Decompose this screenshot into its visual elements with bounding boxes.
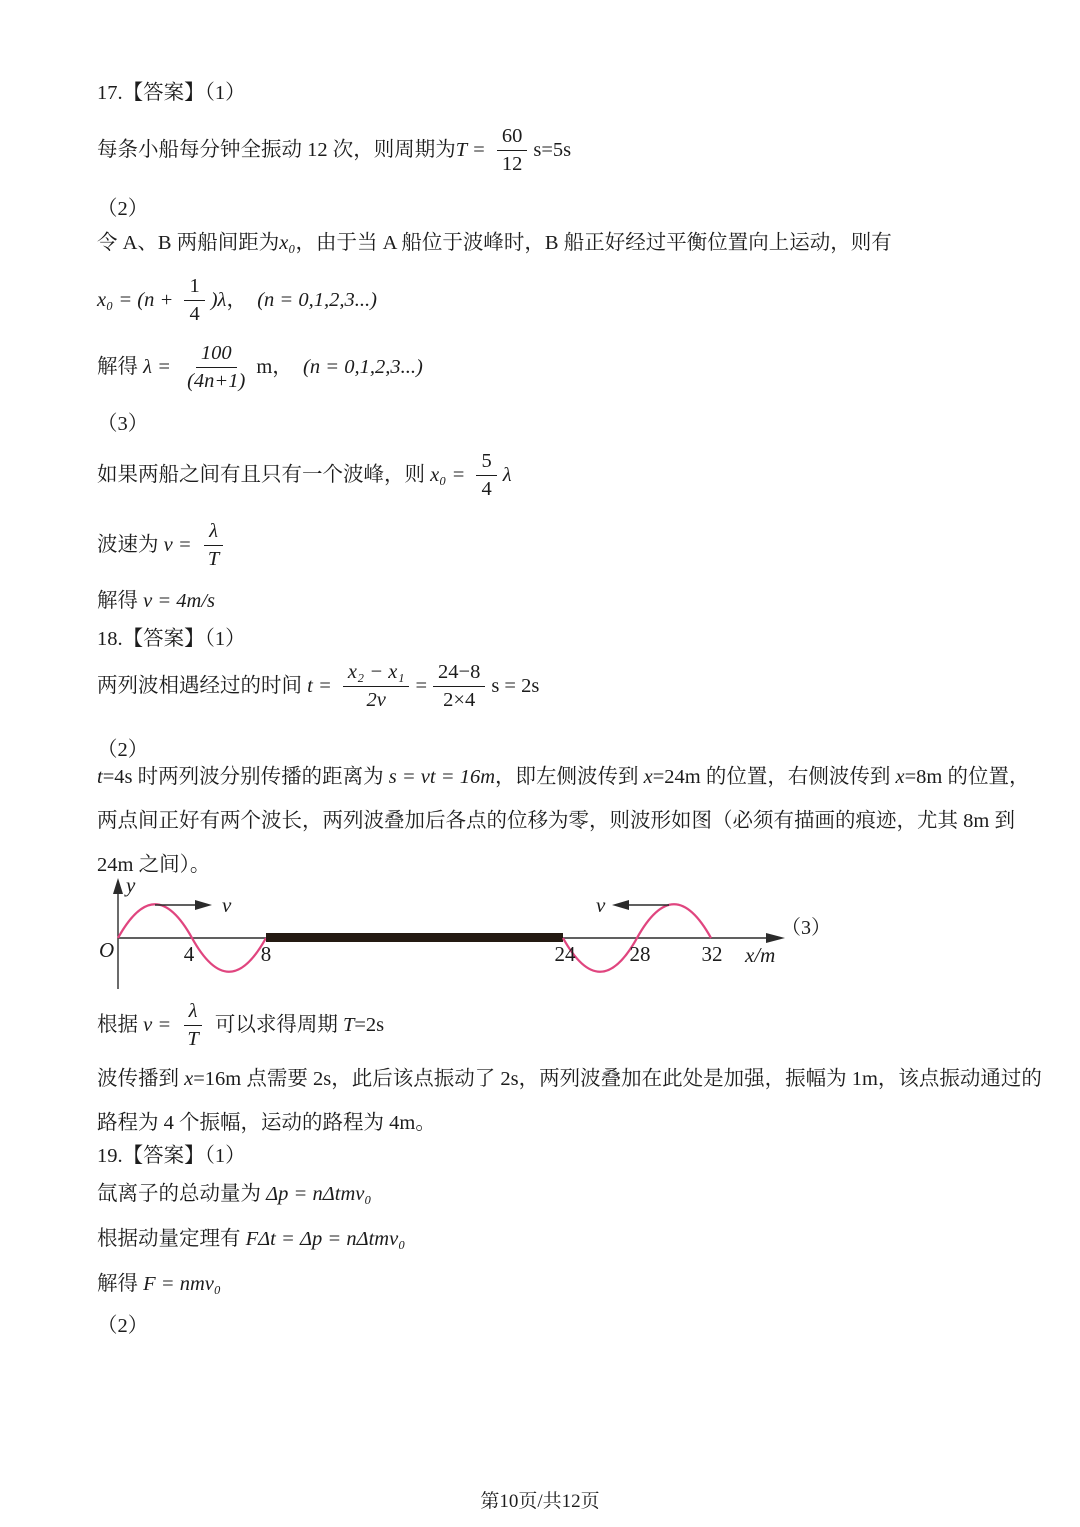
- q19-header: [97, 1143, 246, 1170]
- q18-paragraph-line2: [97, 808, 1015, 835]
- tick-label-8: 8: [260, 942, 272, 966]
- tick-label-32: 32: [701, 942, 723, 966]
- left-velocity-arrowhead-icon: [195, 900, 212, 910]
- math-run: m: [256, 356, 273, 378]
- origin-label: O: [99, 938, 115, 962]
- q18-header-text: 18.【答案】（1）: [97, 628, 246, 650]
- math-run: )λ: [210, 289, 227, 311]
- fraction-numerator: 100: [196, 341, 237, 368]
- part-label-text: （2）: [97, 198, 149, 220]
- q19-formula-impulse: [97, 1226, 405, 1253]
- q18-header: [97, 626, 246, 653]
- q17-part2-label: [97, 196, 148, 223]
- fraction-denominator: 2×4: [443, 689, 476, 711]
- text-run: =16m 点需要 2s，此后该点振动了 2s，两列波叠加在此处是加强，振幅为 1m，该点振动通过的: [193, 1068, 1042, 1090]
- text-run: 波速为: [97, 534, 164, 556]
- right-velocity-label: v: [596, 893, 606, 917]
- fraction-numerator: λ: [204, 519, 223, 546]
- text-run: 解得: [97, 356, 144, 378]
- q18-part2-label: [97, 737, 148, 764]
- math-run: FΔt = Δp = nΔtmv₀: [245, 1228, 406, 1250]
- fraction: [433, 660, 485, 713]
- part-label-text: （2）: [97, 739, 149, 761]
- right-velocity-arrowhead-icon: [612, 900, 629, 910]
- text-run: 两列波相遇经过的时间: [97, 675, 308, 697]
- tick-label-4: 4: [183, 942, 195, 966]
- math-run: λ: [502, 464, 512, 486]
- math-run: v =: [143, 1014, 177, 1036]
- math-run: t =: [307, 675, 337, 697]
- text-run: =2s: [354, 1014, 385, 1036]
- math-run: s = vt = 16m: [388, 766, 495, 788]
- text-run: 波传播到: [97, 1068, 185, 1090]
- text-run: 如果两船之间有且只有一个波峰，则: [97, 464, 431, 486]
- fraction-denominator: T: [187, 1028, 199, 1050]
- q17-formula-speed: [97, 519, 230, 572]
- math-run: x: [895, 766, 905, 788]
- q17-formula-crest: [97, 449, 512, 502]
- text-run: 氙离子的总动量为: [97, 1183, 267, 1205]
- fraction-denominator: 2v: [366, 689, 386, 711]
- part3-side-label: （3）: [781, 917, 831, 939]
- text-run: 根据: [97, 1014, 144, 1036]
- fraction: [182, 341, 250, 394]
- q18-paragraph-line3: [97, 852, 210, 879]
- math-run: s = 2s: [491, 675, 540, 697]
- text-run: 解得: [97, 1273, 144, 1295]
- page-number-text: 第10页/共12页: [480, 1491, 600, 1512]
- y-axis-label: y: [126, 876, 136, 897]
- math-run: =: [415, 675, 428, 697]
- q17-result-speed: [97, 588, 215, 615]
- x-axis-unit-label: x/m: [745, 943, 776, 967]
- text-run: =4s 时两列波分别传播的距离为: [102, 766, 389, 788]
- q18-formula-period: [97, 999, 384, 1052]
- q17-paragraph-distance: [97, 230, 892, 257]
- page-number-footer: [0, 1486, 1080, 1513]
- fraction: [182, 999, 203, 1052]
- text-run: 路程为 4 个振幅，运动的路程为 4m。: [97, 1112, 436, 1134]
- text-run: =8m 的位置，: [904, 766, 1030, 788]
- tick-label-28: 28: [629, 942, 651, 966]
- fraction: [497, 124, 528, 177]
- q17-formula-lambda: [97, 341, 423, 394]
- math-run: T: [342, 1014, 355, 1036]
- q18-paragraph-line1: [97, 764, 1030, 791]
- fraction-denominator: 4: [189, 303, 200, 325]
- fraction-numerator: 5: [476, 449, 496, 476]
- math-run: x₀ =: [430, 464, 471, 486]
- fraction-denominator: (4n+1): [187, 370, 246, 392]
- q17-formula-period: [97, 124, 571, 177]
- text-run: 令 A、B 两船间距为: [97, 232, 280, 254]
- text-run: 根据动量定理有: [97, 1228, 246, 1250]
- math-run: F = nmv₀: [143, 1273, 222, 1295]
- math-run: Δp = nΔtmv₀: [266, 1183, 372, 1205]
- fraction-numerator: 60: [497, 124, 528, 151]
- text-run: ，: [272, 356, 304, 378]
- math-run: λ =: [143, 356, 177, 378]
- fraction: [343, 660, 410, 713]
- math-run: s=5s: [533, 139, 572, 161]
- fraction-numerator: x₂ − x₁: [343, 660, 410, 687]
- math-run: t: [97, 766, 103, 788]
- math-run: x₀: [279, 232, 296, 254]
- text-run: ，即左侧波传到: [495, 766, 644, 788]
- part-label-text: （3）: [97, 413, 149, 435]
- q17-header: [97, 80, 246, 107]
- fraction-denominator: 12: [501, 153, 523, 175]
- math-run: T =: [455, 139, 491, 161]
- text-run: ，由于当 A 船位于波峰时，B 船正好经过平衡位置向上运动，则有: [295, 232, 892, 254]
- math-run: v = 4m/s: [143, 590, 216, 612]
- text-run: 可以求得周期: [209, 1014, 343, 1036]
- y-axis-arrowhead-icon: [113, 878, 123, 894]
- fraction-numerator: 24−8: [433, 660, 485, 687]
- wave-diagram: [95, 876, 855, 998]
- q18-conclusion-line1: [97, 1066, 1042, 1093]
- tick-label-24: 24: [554, 942, 576, 966]
- fraction: [476, 449, 496, 502]
- fraction-numerator: λ: [184, 999, 203, 1026]
- text-run: ，: [226, 289, 258, 311]
- math-run: (n = 0,1,2,3...): [303, 356, 423, 378]
- part-label-text: （2）: [97, 1315, 149, 1337]
- text-run: =24m 的位置，右侧波传到: [652, 766, 896, 788]
- q19-formula-momentum: [97, 1181, 372, 1208]
- q17-header-text: 17.【答案】（1）: [97, 82, 246, 104]
- q17-part3-label: [97, 411, 148, 438]
- q17-formula-x0: [97, 274, 377, 327]
- fraction-numerator: 1: [184, 274, 204, 301]
- q19-result-force: [97, 1271, 221, 1298]
- math-run: x₀ = (n +: [97, 289, 179, 311]
- math-run: x: [184, 1068, 194, 1090]
- fraction-denominator: T: [207, 548, 220, 570]
- fraction: [203, 519, 224, 572]
- fraction: [184, 274, 204, 327]
- text-run: 解得: [97, 590, 144, 612]
- math-run: x: [643, 766, 653, 788]
- fraction-denominator: 4: [481, 478, 492, 500]
- q19-part2-label: [97, 1313, 148, 1340]
- text-run: 两点间正好有两个波长，两列波叠加后各点的位移为零，则波形如图（必须有描画的痕迹，尤其 8m 到: [97, 810, 1015, 832]
- text-run: 24m 之间）。: [97, 854, 211, 876]
- left-velocity-label: v: [222, 893, 232, 917]
- math-run: v =: [163, 534, 197, 556]
- math-run: (n = 0,1,2,3...): [257, 289, 377, 311]
- superposition-flat-segment: [266, 933, 563, 942]
- q18-conclusion-line2: [97, 1110, 436, 1137]
- q18-formula-time: [97, 660, 539, 713]
- text-run: 每条小船每分钟全振动 12 次，则周期为: [97, 139, 456, 161]
- q19-header-text: 19.【答案】（1）: [97, 1145, 246, 1167]
